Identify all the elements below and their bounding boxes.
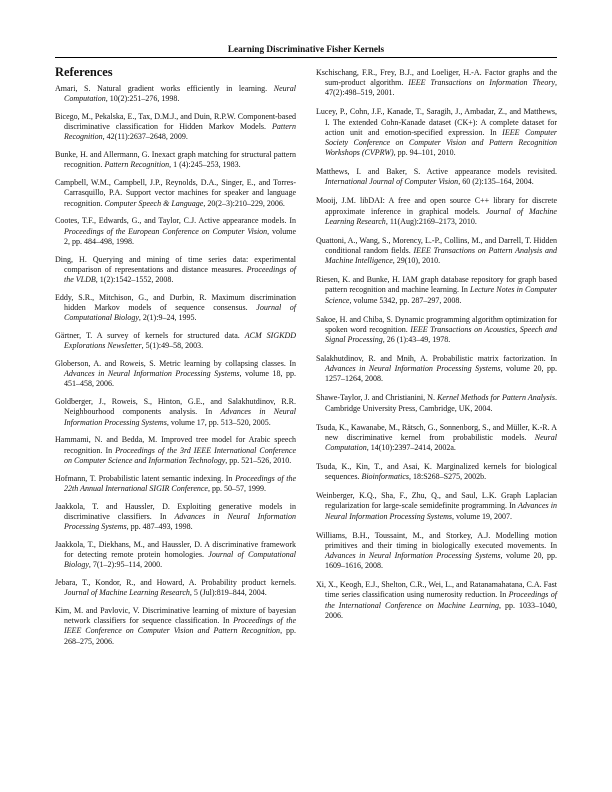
reference-post: , pp. 268–275, 2006. [64,626,297,646]
reference-pre: Kschischang, F.R., Frey, B.J., and Loeliger, H.-A. Factor graphs and the sum-product algorithm. [316,68,557,88]
reference-pre: Tsuda, K., Kawanabe, M., Rätsch, G., Sonnenborg, S., and Müller, K.-R. A new discriminative kernel from probabilistic models. [316,422,557,442]
reference-post: , 7(1–2):95–114, 2000. [88,560,163,570]
reference-post: , 5(1):49–58, 2003. [141,341,204,351]
reference-pre: Amari, S. Natural gradient works efficiently in learning. [55,84,274,93]
reference-entry [55,474,296,494]
reference-entry [55,112,296,143]
reference-pre: Gärtner, T. A survey of kernels for structured data. [55,331,245,341]
reference-entry [55,397,296,428]
reference-pre: Bunke, H. and Allermann, G. Inexact graph matching for structural pattern recognition. [55,150,296,170]
reference-venue: Journal of Machine Learning Research [64,588,190,598]
reference-entry [316,423,557,454]
reference-venue: Proceedings of the International Conference on Machine Learning [325,590,557,610]
reference-entry [316,315,557,346]
reference-venue: Proceedings of the 22th Annual International SIGIR Conference [64,473,297,493]
reference-pre: Salakhutdinov, R. and Mnih, A. Probabilistic matrix factorization. In [316,354,557,364]
reference-pre: Goldberger, J., Roweis, S., Hinton, G.E., and Salakhutdinov, R.R. Neighbourhood components analysis. In [55,397,296,417]
reference-entry [316,531,557,572]
reference-post: , volume 17, pp. 513–520, 2005. [166,417,271,427]
reference-entry [316,68,557,99]
header-rule [55,57,557,58]
reference-pre: Hammami, N. and Bedda, M. Improved tree model for Arabic speech recognition. In [55,435,296,455]
reference-post: , volume 2, pp. 484–498, 1998. [64,226,296,246]
reference-venue: IEEE Transactions on Acoustics, Speech and Signal Processing [325,324,557,345]
reference-venue: Advances in Neural Information Processing Systems [325,501,558,521]
reference-venue: Advances in Neural Information Processing Systems [325,551,501,561]
reference-venue: ACM SIGKDD Explorations Newsletter [64,331,297,351]
reference-pre: Ding, H. Querying and mining of time series data: experimental comparison of representations and distance measures. [55,254,296,274]
reference-entry [316,107,557,158]
reference-venue: Computer Speech & Language [104,198,204,208]
reference-entry [55,578,296,598]
reference-pre: Jaakkola, T., Diekhans, M., and Haussler, D. A discriminative framework for detecting remote protein homologies. [55,539,296,560]
reference-post: , volume 18, pp. 451–458, 2006. [64,369,296,389]
reference-venue: Neural Computation [64,84,296,104]
reference-pre: Jebara, T., Kondor, R., and Howard, A. Probability product kernels. [55,578,296,588]
reference-pre: Riesen, K. and Bunke, H. IAM graph database repository for graph based pattern recognition and machine learning. In [316,275,557,295]
reference-pre: Matthews, I. and Baker, S. Active appearance models revisited. [316,167,557,177]
reference-post: , 29(10), 2010. [392,256,441,266]
reference-venue: Journal of Computational Biology [64,550,296,570]
section-title: References [55,65,113,79]
reference-venue: Bioinformatics [361,472,409,482]
reference-entry [55,84,296,104]
reference-pre: Tsuda, K., Kin, T., and Asai, K. Marginalized kernels for biological sequences. [316,462,557,482]
reference-post: , 2(1):9–24, 1995. [138,313,197,323]
reference-post: , 60 (2):135–164, 2004. [458,177,534,187]
reference-venue: IEEE Transactions on Pattern Analysis and Machine Intelligence [325,246,557,266]
reference-post: , 1 (4):245–253, 1983. [169,160,241,170]
reference-post: , pp. 94–101, 2010. [393,148,456,158]
reference-entry [55,331,296,351]
reference-pre: Campbell, W.M., Campbell, J.P., Reynolds, D.A., Singer, E., and Torres-Carrasquillo, P.A. Support vector machines for speaker and language recognition. [55,178,296,208]
reference-pre: Lucey, P., Cohn, J.F., Kanade, T., Saragih, J., Ambadar, Z., and Matthews, I. The extended Cohn-Kanade dataset (CK+): A complete dataset for action unit and emotion-specified expression. In [316,107,557,137]
reference-entry [316,491,557,522]
reference-venue: International Journal of Computer Vision [325,177,459,187]
reference-post: , 11(Aug):2169–2173, 2010. [385,216,477,226]
reference-venue: Journal of Computational Biology [64,303,296,323]
reference-entry [316,236,557,267]
reference-pre: Xi, X., Keogh, E.J., Shelton, C.R., Wei, L., and Ratanamahatana, C.A. Fast time series classification using numerosity reduction. In [316,580,557,600]
reference-post: , 5 (Jul):819–844, 2004. [189,588,267,598]
reference-venue: Journal of Machine Learning Research [325,206,557,226]
reference-venue: Kernel Methods for Pattern Analysis [437,393,556,403]
reference-venue: Neural Computation [325,432,557,453]
left-column [55,64,296,654]
reference-entry [316,354,557,385]
reference-venue: Proceedings of the 3rd IEEE International Conference on Computer Science and Information Technology [64,445,296,465]
reference-entry [55,255,296,286]
reference-post: , pp. 1033–1040, 2006. [325,600,557,620]
reference-pre: Eddy, S.R., Mitchison, G., and Durbin, R. Maximum discrimination hidden Markov models of sequence consensus. [55,292,296,313]
reference-entry [55,435,296,466]
reference-entry [55,293,296,324]
reference-post: , 1(2):1542–1552, 2008. [95,275,174,285]
reference-entry [316,275,557,306]
reference-venue: Advances in Neural Information Processing Systems [64,407,296,427]
reference-entry [55,502,296,533]
reference-venue: Lecture Notes in Computer Science [325,285,557,305]
reference-post: , volume 5342, pp. 287–297, 2008. [349,295,462,305]
reference-venue: Proceedings of the IEEE Conference on Computer Vision and Pattern Recognition [64,616,297,636]
reference-post: , pp. 50–57, 1999. [207,483,266,493]
reference-entry [55,540,296,571]
reference-entry [316,393,557,413]
reference-entry [55,606,296,647]
reference-entry [55,359,296,390]
reference-entry [316,167,557,187]
running-head: Learning Discriminative Fisher Kernels [227,44,385,54]
reference-post: , 18:S268–S275, 2002b. [409,472,487,482]
reference-post: , 42(11):2637–2648, 2009. [102,132,188,142]
reference-pre: Kim, M. and Pavlovic, V. Discriminative learning of mixture of bayesian network classifiers for sequence classification. In [55,606,296,626]
reference-post: . Cambridge University Press, Cambridge, UK, 2004. [325,393,558,413]
reference-post: , pp. 487–493, 1998. [126,522,193,532]
reference-entry [55,216,296,247]
reference-post: , pp. 521–526, 2010. [225,455,292,465]
reference-list-right [316,68,557,621]
reference-pre: Mooij, J.M. libDAI: A free and open source C++ library for discrete approximate inference in graphical models. [316,196,557,216]
reference-post: , 47(2):498–519, 2001. [325,78,558,98]
reference-list-left [55,84,296,647]
reference-pre: Bicego, M., Pekalska, E., Tax, D.M.J., and Duin, R.P.W. Component-based discriminative classification for Hidden Markov Models. [55,112,296,132]
reference-venue: Pattern Recognition [64,122,296,142]
reference-entry [55,178,296,209]
reference-pre: Shawe-Taylor, J. and Christianini, N. [316,393,438,403]
reference-post: , 20(2–3):210–229, 2006. [203,198,285,208]
reference-pre: Jaakkola, T. and Haussler, D. Exploiting generative models in discriminative classifiers. In [55,501,296,521]
reference-entry [316,462,557,482]
reference-pre: Sakoe, H. and Chiba, S. Dynamic programming algorithm optimization for spoken word recognition. [316,314,557,334]
reference-entry [316,580,557,621]
right-column [316,68,557,630]
reference-venue: Advances in Neural Information Processing Systems [64,511,296,532]
reference-post: , 14(10):2397–2414, 2002a. [366,443,456,453]
reference-post: , volume 20, pp. 1609–1616, 2008. [325,551,557,571]
reference-post: , volume 20, pp. 1257–1264, 2008. [325,364,557,384]
reference-venue: Proceedings of the European Conference on Computer Vision [64,226,268,236]
reference-pre: Quattoni, A., Wang, S., Morency, L.-P., Collins, M., and Darrell, T. Hidden conditional random fields. [316,235,557,256]
reference-entry [316,196,557,227]
reference-venue: IEEE Transactions on Information Theory [408,78,556,88]
reference-pre: Weinberger, K.Q., Sha, F., Zhu, Q., and Saul, L.K. Graph Laplacian regularization for large-scale semidefinite programming. In [316,491,557,511]
reference-pre: Williams, B.H., Toussaint, M., and Storkey, A.J. Modelling motion primitives and their timing in biologically executed movements. In [316,530,557,550]
reference-venue: Proceedings of the VLDB [64,264,296,285]
reference-venue: Pattern Recognition [104,160,170,170]
reference-venue: Advances in Neural Information Processing Systems [325,364,501,374]
reference-pre: Cootes, T.F., Edwards, G., and Taylor, C.J. Active appearance models. In [55,216,296,226]
reference-post: , 26 (1):43–49, 1978. [382,335,451,345]
reference-venue: Advances in Neural Information Processing Systems [64,369,240,379]
reference-pre: Hofmann, T. Probabilistic latent semantic indexing. In [55,473,236,483]
reference-venue: IEEE Computer Society Conference on Computer Vision and Pattern Recognition Workshops (CVPRW) [325,127,557,158]
reference-entry [55,150,296,170]
reference-pre: Globerson, A. and Roweis, S. Metric learning by collapsing classes. In [55,359,296,369]
reference-post: , volume 19, 2007. [452,511,513,521]
reference-post: , 10(2):251–276, 1998. [105,94,180,104]
